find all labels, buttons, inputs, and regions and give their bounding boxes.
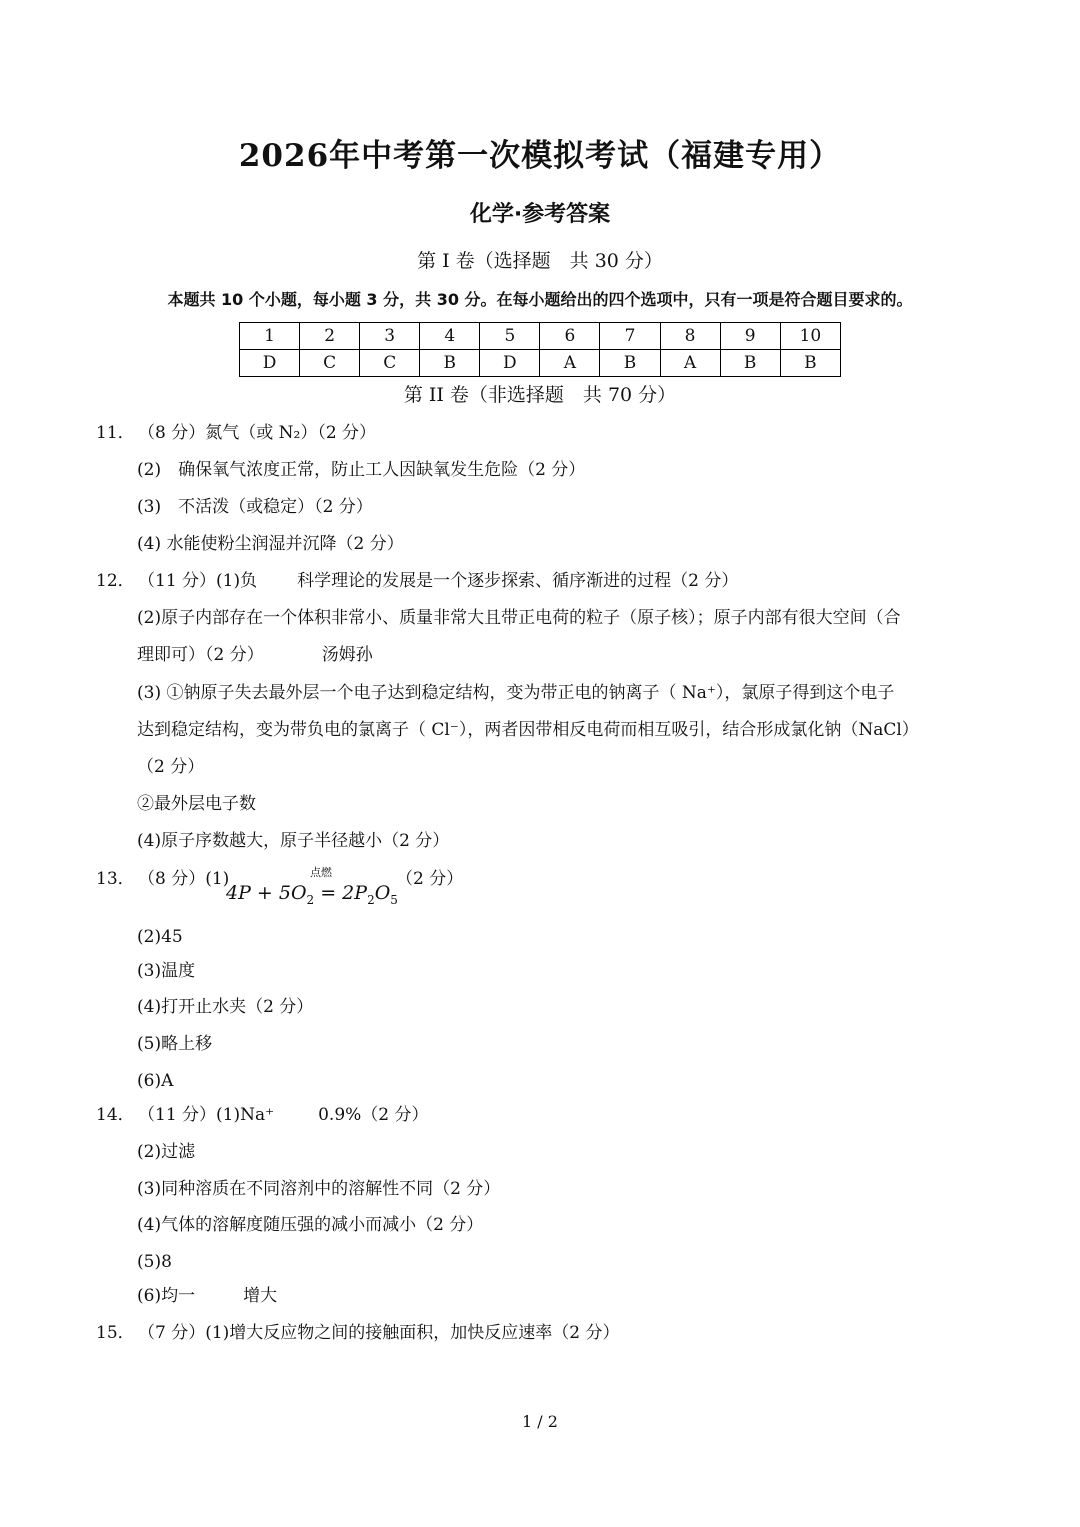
q12-answer-2-line-2 (137, 643, 373, 667)
q15-header (96, 1321, 620, 1345)
q13-chemical-equation (226, 866, 398, 907)
answer-table-answer-row (240, 350, 841, 377)
equation-condition: 点燃 (310, 866, 332, 879)
q14-answer-2: (2)过滤 (137, 1142, 196, 1162)
q12-answer-1: （11 分）(1)负 (138, 571, 258, 591)
q14-answer-6 (137, 1284, 277, 1308)
q11-answer-3: (3) 不活泼（或稳定）（2 分） (137, 497, 373, 517)
table-cell: D (480, 350, 540, 377)
q12-answer-3-line-1: (3) ①钠原子失去最外层一个电子达到稳定结构，变为带正电的钠离子（ Na⁺），氯原子得到这个电子 (137, 683, 895, 703)
table-cell: B (600, 350, 660, 377)
q12-answer-3-line-2: 达到稳定结构，变为带负电的氯离子（ Cl⁻），两者因带相反电荷而相互吸引，结合形成氯化钠（NaCl） (137, 720, 919, 740)
table-cell: 5 (480, 323, 540, 350)
answer-table-number-row (240, 323, 841, 350)
question-number: 12． (96, 571, 135, 591)
q14-answer-3: (3)同种溶质在不同溶剂中的溶解性不同（2 分） (137, 1179, 501, 1199)
table-cell: 7 (600, 323, 660, 350)
q14-header (96, 1103, 429, 1127)
q12-answer-2-text: 理即可）（2 分） (137, 645, 264, 665)
q11-answer-2: (2) 确保氧气浓度正常，防止工人因缺氧发生危险（2 分） (137, 460, 586, 480)
q14-answer-4: (4)气体的溶解度随压强的减小而减小（2 分） (137, 1215, 484, 1235)
q13-answer-2: (2)45 (137, 927, 183, 947)
q12-answer-4: (4)原子序数越大，原子半径越小（2 分） (137, 831, 450, 851)
table-cell: 6 (540, 323, 600, 350)
page-number: 1 / 2 (522, 1412, 558, 1431)
q13-answer-6: (6)A (137, 1071, 174, 1091)
table-cell: 9 (720, 323, 780, 350)
q13-answer-1-score: （2 分） (396, 869, 464, 889)
q14-answer-5: (5)8 (137, 1252, 172, 1272)
q14-answer-1: （11 分）(1)Na⁺ (138, 1105, 275, 1125)
table-cell: 8 (660, 323, 720, 350)
q14-answer-1b: 0.9%（2 分） (318, 1105, 429, 1125)
table-cell: A (540, 350, 600, 377)
section-1-instruction: 本题共 10 个小题，每小题 3 分，共 30 分。在每小题给出的四个选项中，只有一项是符合题目要求的。 (167, 290, 913, 309)
question-number: 13． (96, 869, 135, 889)
question-number: 15． (96, 1323, 135, 1343)
table-cell: 1 (240, 323, 300, 350)
q11-answer-4: (4) 水能使粉尘润湿并沉降（2 分） (137, 534, 404, 554)
page-subtitle: 化学·参考答案 (469, 202, 611, 227)
q12-header (96, 569, 738, 593)
question-number: 14． (96, 1105, 135, 1125)
table-cell: B (720, 350, 780, 377)
table-cell: B (420, 350, 480, 377)
table-cell: B (780, 350, 840, 377)
q12-answer-3b: ②最外层电子数 (137, 794, 256, 814)
table-cell: 3 (360, 323, 420, 350)
table-cell: 2 (300, 323, 360, 350)
table-cell: C (300, 350, 360, 377)
table-cell: A (660, 350, 720, 377)
table-cell: D (240, 350, 300, 377)
equation-formula: 点燃 $4P + 5O_2 = 2P_2O_5$ (226, 866, 398, 907)
q13-answer-5: (5)略上移 (137, 1034, 213, 1054)
question-number: 11． (96, 423, 135, 443)
table-cell: C (360, 350, 420, 377)
section-2-heading: 第 II 卷（非选择题 共 70 分） (403, 384, 677, 406)
q11-answer-1: （8 分）氮气（或 N₂）（2 分） (138, 423, 377, 443)
q13-answer-3: (3)温度 (137, 961, 196, 981)
q14-answer-6b: 增大 (243, 1286, 278, 1306)
q11-header (96, 421, 376, 445)
page-title: 2026年中考第一次模拟考试（福建专用） (238, 138, 842, 174)
q14-answer-6a: (6)均一 (137, 1286, 196, 1306)
q12-answer-3-line-3: （2 分） (137, 757, 205, 777)
q12-answer-1b: 科学理论的发展是一个逐步探索、循序渐进的过程（2 分） (297, 571, 739, 591)
table-cell: 4 (420, 323, 480, 350)
q13-header (96, 867, 229, 891)
q12-answer-2b: 汤姆孙 (321, 645, 373, 665)
q13-answer-1-label: （8 分）(1) (138, 869, 230, 889)
q15-answer-1: （7 分）(1)增大反应物之间的接触面积，加快反应速率（2 分） (138, 1323, 620, 1343)
table-cell: 10 (780, 323, 840, 350)
q12-answer-2-line-1: (2)原子内部存在一个体积非常小、质量非常大且带正电荷的粒子（原子核）；原子内部有很大空间（合 (137, 608, 901, 628)
q13-answer-4: (4)打开止水夹（2 分） (137, 997, 314, 1017)
section-1-heading: 第 I 卷（选择题 共 30 分） (417, 250, 663, 272)
answer-table (239, 322, 841, 377)
